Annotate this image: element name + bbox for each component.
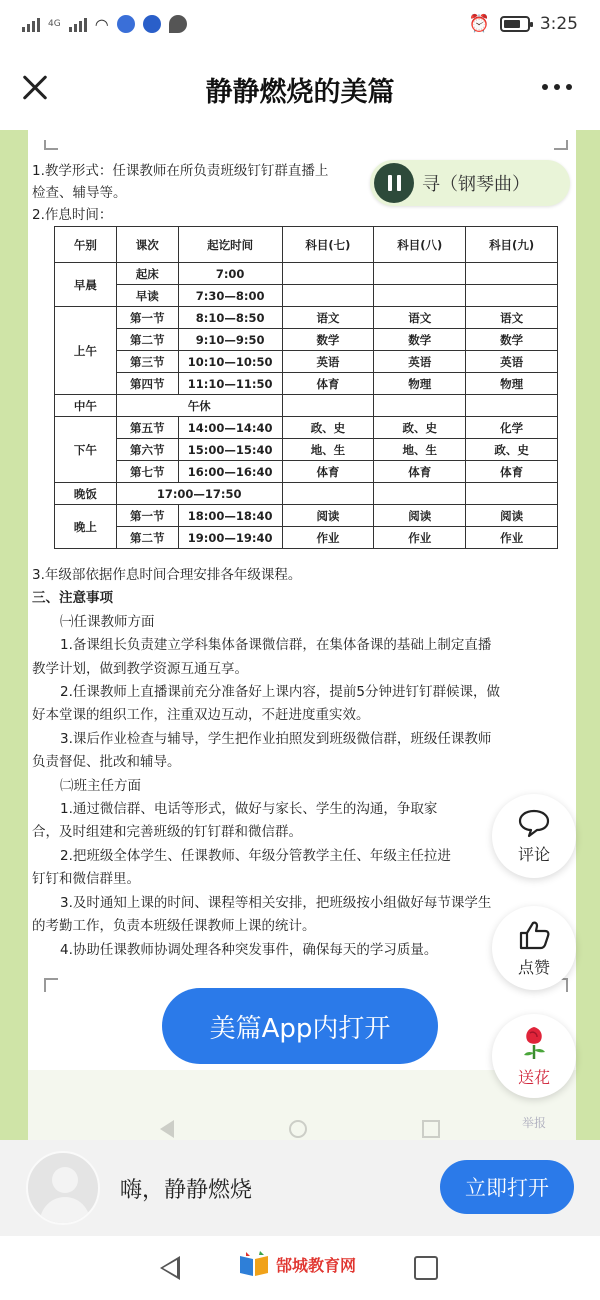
music-player[interactable] <box>370 160 570 206</box>
table-header-cell: 课次 <box>116 227 178 263</box>
slot-cell: 第六节 <box>116 439 178 461</box>
site-watermark <box>238 1250 356 1278</box>
table-row <box>55 483 558 505</box>
doc-line: 好本堂课的组织工作，注重双边互动，不赶进度重实效。 <box>32 707 370 724</box>
doc-line: 2.把班级全体学生、任课教师、年级分管教学主任、年级主任拉进 <box>60 847 451 864</box>
ghost-home-icon <box>289 1120 307 1138</box>
status-left <box>22 15 187 34</box>
subject-cell <box>374 483 466 505</box>
subject-cell: 地、生 <box>374 439 466 461</box>
title-bar <box>0 48 600 130</box>
slot-cell: 17:00—17:50 <box>116 483 282 505</box>
slot-cell: 第七节 <box>116 461 178 483</box>
period-cell: 晚上 <box>55 505 117 549</box>
doc-line: 1.通过微信群、电话等形式，做好与家长、学生的沟通，争取家 <box>60 801 438 818</box>
subject-cell: 化学 <box>466 417 558 439</box>
doc-line: 3.年级部依据作息时间合理安排各年级课程。 <box>32 567 302 583</box>
ghost-recent-icon <box>422 1120 440 1138</box>
time-cell: 14:00—14:40 <box>178 417 282 439</box>
time-cell: 8:10—8:50 <box>178 307 282 329</box>
table-header-cell: 午别 <box>55 227 117 263</box>
table-row <box>55 285 558 307</box>
table-header-cell: 科目(八) <box>374 227 466 263</box>
subject-cell <box>466 263 558 285</box>
subject-cell: 语文 <box>282 307 374 329</box>
crop-mark <box>44 140 58 150</box>
more-options-icon[interactable] <box>542 84 572 90</box>
table-row <box>55 527 558 549</box>
doc-line: 负责督促、批改和辅导。 <box>32 754 181 771</box>
table-header-row <box>55 227 558 263</box>
subject-cell: 体育 <box>282 461 374 483</box>
rose-icon <box>517 1025 551 1061</box>
table-row <box>55 395 558 417</box>
recent-apps-icon[interactable] <box>414 1256 438 1280</box>
period-cell: 上午 <box>55 307 117 395</box>
subject-cell: 作业 <box>466 527 558 549</box>
signal-icon <box>22 16 40 32</box>
slot-cell: 第五节 <box>116 417 178 439</box>
table-row <box>55 329 558 351</box>
slot-cell: 第四节 <box>116 373 178 395</box>
comment-icon <box>517 808 551 838</box>
status-time: 3:25 <box>539 14 578 34</box>
doc-line: 4.协助任课教师协调处理各种突发事件，确保每天的学习质量。 <box>60 941 438 958</box>
doc-line: 教学计划，做到教学资源互通互享。 <box>32 660 248 677</box>
slot-cell: 第二节 <box>116 329 178 351</box>
doc-line: 2.作息时间： <box>32 207 113 223</box>
slot-cell: 第一节 <box>116 307 178 329</box>
subject-cell: 作业 <box>282 527 374 549</box>
time-cell: 19:00—19:40 <box>178 527 282 549</box>
like-label: 点赞 <box>517 957 550 977</box>
table-row <box>55 263 558 285</box>
subject-cell <box>282 395 374 417</box>
music-app-icon <box>117 15 135 33</box>
comment-label: 评论 <box>517 844 550 864</box>
ghost-navigation <box>160 1120 440 1138</box>
doc-line: 2.任课教师上直播课前充分准备好上课内容，提前5分钟进钉钉群候课，做 <box>60 684 500 701</box>
subject-cell: 阅读 <box>374 505 466 527</box>
table-header-cell: 科目(七) <box>282 227 374 263</box>
avatar <box>26 1151 100 1225</box>
time-cell: 16:00—16:40 <box>178 461 282 483</box>
subject-cell <box>466 483 558 505</box>
subject-cell: 政、史 <box>374 417 466 439</box>
battery-icon <box>500 16 530 32</box>
table-row <box>55 307 558 329</box>
subject-cell <box>466 395 558 417</box>
flower-label: 送花 <box>517 1067 550 1087</box>
period-cell: 下午 <box>55 417 117 483</box>
table-row <box>55 439 558 461</box>
subject-cell: 英语 <box>466 351 558 373</box>
open-in-app-button[interactable]: 美篇App内打开 <box>162 988 438 1064</box>
time-cell: 10:10—10:50 <box>178 351 282 373</box>
status-right <box>469 14 578 34</box>
table-row <box>55 373 558 395</box>
doc-line: 检查、辅导等。 <box>32 185 127 201</box>
thumbs-up-icon <box>517 919 551 951</box>
subject-cell: 地、生 <box>282 439 374 461</box>
table-header-cell: 起讫时间 <box>178 227 282 263</box>
time-cell: 15:00—15:40 <box>178 439 282 461</box>
ghost-back-icon <box>160 1120 174 1138</box>
subject-cell: 体育 <box>282 373 374 395</box>
doc-line: 的考勤工作，负责本班级任课教师上课的统计。 <box>32 918 316 935</box>
slot-cell: 午休 <box>116 395 282 417</box>
time-cell: 7:00 <box>178 263 282 285</box>
subject-cell: 阅读 <box>466 505 558 527</box>
network-label: 4G <box>48 19 61 29</box>
subject-cell: 体育 <box>374 461 466 483</box>
page-title: 静静燃烧的美篇 <box>205 76 395 108</box>
doc-line: 钉钉和微信群里。 <box>32 871 140 888</box>
doc-line: 3.及时通知上课的时间、课程等相关安排，把班级按小组做好每节课学生 <box>60 894 492 911</box>
subject-cell <box>282 483 374 505</box>
subject-cell <box>374 395 466 417</box>
table-row <box>55 351 558 373</box>
doc-line: 3.课后作业检查与辅导，学生把作业拍照发到班级微信群，班级任课教师 <box>60 730 492 747</box>
doc-line: 1.教学形式：任课教师在所负责班级钉钉群直播上 <box>32 163 329 179</box>
like-button[interactable] <box>492 906 576 990</box>
crop-mark <box>554 140 568 150</box>
time-cell: 18:00—18:40 <box>178 505 282 527</box>
music-title: 寻（钢琴曲） <box>422 174 530 195</box>
comment-button[interactable] <box>492 794 576 878</box>
table-header-cell: 科目(九) <box>466 227 558 263</box>
subject-cell: 英语 <box>374 351 466 373</box>
doc-line: 1.备课组长负责建立学科集体备课微信群，在集体备课的基础上制定直播 <box>60 637 492 654</box>
table-row <box>55 505 558 527</box>
open-app-banner <box>0 1140 600 1236</box>
watermark-text: 郜城教育网 <box>276 1255 357 1275</box>
table-row <box>55 461 558 483</box>
wifi-icon: ◠ <box>94 14 109 34</box>
subject-cell <box>374 285 466 307</box>
subject-cell: 政、史 <box>466 439 558 461</box>
subject-cell: 数学 <box>466 329 558 351</box>
subject-cell <box>282 263 374 285</box>
subject-cell: 物理 <box>466 373 558 395</box>
time-cell: 9:10—9:50 <box>178 329 282 351</box>
period-cell: 晚饭 <box>55 483 117 505</box>
slot-cell: 第三节 <box>116 351 178 373</box>
time-cell: 7:30—8:00 <box>178 285 282 307</box>
subject-cell: 阅读 <box>282 505 374 527</box>
doc-line: 合，及时组建和完善班级的钉钉群和微信群。 <box>32 824 302 841</box>
app-notification-icon <box>143 15 161 33</box>
slot-cell: 第一节 <box>116 505 178 527</box>
chat-bubble-icon <box>169 15 187 33</box>
greeting-text: 嗨，静静燃烧 <box>120 1177 253 1203</box>
subject-cell: 数学 <box>282 329 374 351</box>
slot-cell: 起床 <box>116 263 178 285</box>
report-link[interactable]: 举报 <box>522 1116 547 1130</box>
subject-cell: 体育 <box>466 461 558 483</box>
send-flower-button[interactable] <box>492 1014 576 1098</box>
pause-icon[interactable] <box>374 163 414 203</box>
open-now-button[interactable]: 立即打开 <box>440 1160 574 1214</box>
subject-cell: 作业 <box>374 527 466 549</box>
table-row <box>55 417 558 439</box>
sub-heading: ㈠任课教师方面 <box>60 613 155 630</box>
status-bar <box>0 0 600 48</box>
subject-cell <box>374 263 466 285</box>
subject-cell <box>282 285 374 307</box>
close-icon[interactable] <box>18 70 52 104</box>
period-cell: 早晨 <box>55 263 117 307</box>
subject-cell: 政、史 <box>282 417 374 439</box>
doc-paragraph-notes <box>32 564 552 962</box>
slot-cell: 第二节 <box>116 527 178 549</box>
alarm-icon: ⏰ <box>468 14 490 34</box>
subject-cell <box>466 285 558 307</box>
subject-cell: 语文 <box>466 307 558 329</box>
sub-heading: ㈡班主任方面 <box>60 777 141 794</box>
schedule-table <box>54 226 558 549</box>
system-nav-bar <box>0 1236 600 1300</box>
crop-mark <box>44 978 58 992</box>
subject-cell: 语文 <box>374 307 466 329</box>
period-cell: 中午 <box>55 395 117 417</box>
signal-icon-2 <box>69 16 87 32</box>
subject-cell: 数学 <box>374 329 466 351</box>
back-icon[interactable] <box>160 1256 180 1280</box>
section-heading: 三、注意事项 <box>32 590 113 607</box>
book-logo-icon <box>238 1250 270 1278</box>
slot-cell: 早读 <box>116 285 178 307</box>
subject-cell: 物理 <box>374 373 466 395</box>
time-cell: 11:10—11:50 <box>178 373 282 395</box>
subject-cell: 英语 <box>282 351 374 373</box>
